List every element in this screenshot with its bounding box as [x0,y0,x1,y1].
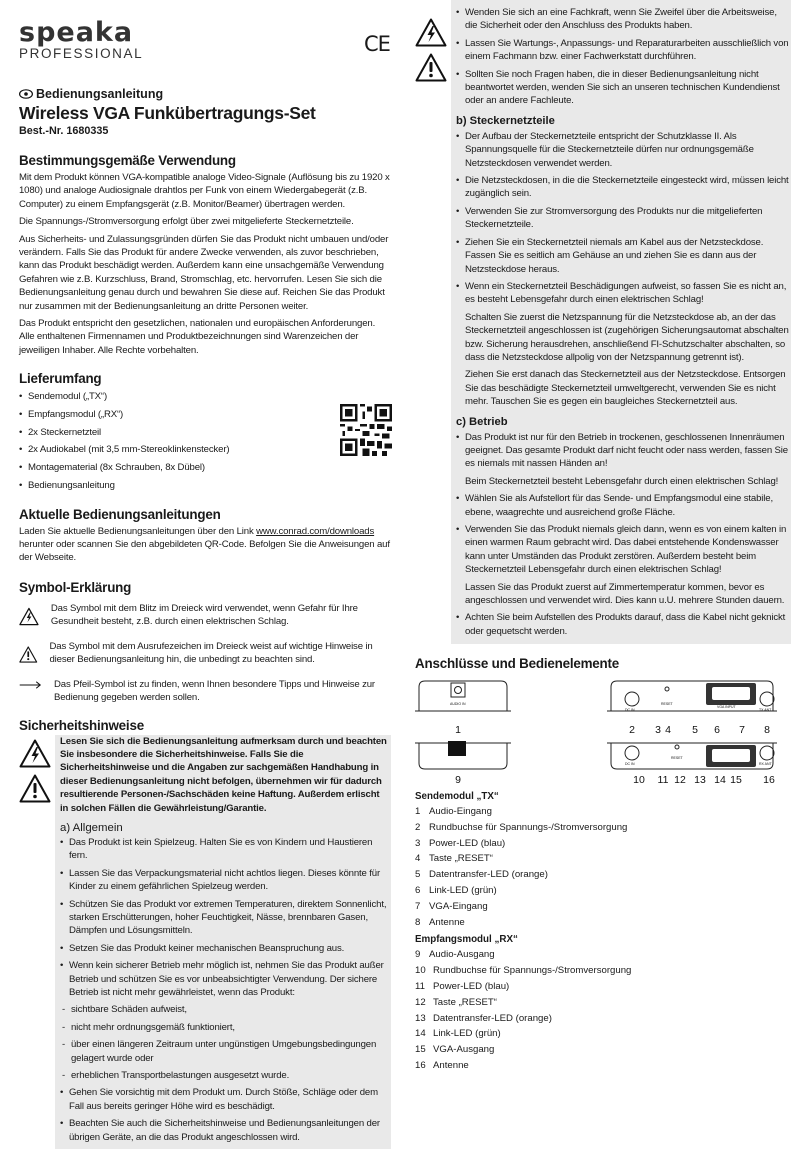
callout-11: 11 [657,774,669,786]
brand-name: speaka [19,17,134,48]
lightning-warning-icon [415,18,447,47]
callout-15: 15 [730,774,742,786]
list-item: • Bedienungsanleitung [19,477,391,495]
list-item: 11 Power-LED (blau) [415,980,510,992]
safety-c-heading: c) Betrieb [456,415,508,428]
rx-heading: Empfangsmodul „RX“ [415,934,518,946]
tx-list [415,804,791,930]
safety-box [19,735,391,1150]
list-item: 15 VGA-Ausgang [415,1044,495,1056]
safety-c-p2: Lassen Sie das Produkt zuerst auf Zimmertemperatur kommen, bevor es angeschlossen und verwendet wird. Dies kann u.U. mehrere Stunden dauern. [465,581,785,607]
safety-a-list [60,836,391,999]
list-item: • Gehen Sie vorsichtig mit dem Produkt um. Durch Stöße, Schläge oder dem Fall aus bereits geringer Höhe wird es beschädigt. [60,1086,391,1113]
exclamation-warning-icon [415,53,447,82]
list-item: 10 Rundbuchse für Spannungs-/Stromversorgung [415,965,632,977]
list-item: • Sollten Sie noch Fragen haben, die in dieser Bedienungsanleitung nicht beantwortet werden, wenden Sie sich an unseren technischen Kundendienst oder an andere Fachleute. [456,68,791,108]
list-item: • Das Produkt ist nur für den Betrieb in trockenen, geschlossenen Innenräumen geeignet. Das gesamte Produkt darf nicht feucht oder nass werden, fassen Sie es niemals mit nassen Händen an! [456,431,791,471]
doc-type: Bedienungsanleitung [36,87,164,101]
eye-icon [19,89,33,99]
manuals-text-before: Laden Sie aktuelle Bedienungsanleitungen über den Link [19,525,257,537]
list-item: • Schützen Sie das Produkt vor extremen Temperaturen, direktem Sonnenlicht, starken Erschütterungen, hoher Feuchtigkeit, Nässe, brennbaren Gasen, Dämpfen und Lösungsmitteln. [60,898,391,938]
list-item: • Lassen Sie das Verpackungsmaterial nicht achtlos liegen. Dieses könnte für Kinder zu einem gefährlichen Spielzeug werden. [60,867,391,894]
safety-b-p2: Ziehen Sie erst danach das Steckernetzteil aus der Netzsteckdose. Entsorgen Sie das beschädigte Steckernetzteil umweltgerecht, verwenden Sie es nicht mehr. Tauschen Sie es gegen ein baugleiches Steckernetzteil aus. [465,369,786,408]
list-item: 14 Link-LED (grün) [415,1028,501,1040]
scope-heading: Lieferumfang [19,371,102,387]
list-item: • Beachten Sie auch die Sicherheitshinweise und Bedienungsanleitungen der übrigen Geräte, an die das Produkt angeschlossen wird. [60,1117,391,1144]
list-item: 5 Datentransfer-LED (orange) [415,869,548,881]
intended-use-p3: Aus Sicherheits- und Zulassungsgründen dürfen Sie das Produkt nicht umbauen und/oder verändern. Falls Sie das Produkt für andere Zwecke verwenden, als zuvor beschrieben, kann das Produkt beschädigt werden. Außerdem kann eine unsachgemäße Verwendung Gefahren wie z.B. Kurzschluss, Brand, Stromschlag, etc. hervorrufen. Lesen Sie sich die Bedienungsanleitung genau durch und bewahren Sie diese auf. Reichen Sie das Produkt nur zusammen mit der Bedienungsanleitung an dritte Personen weiter. [19,233,389,312]
callout-3: 3 [655,724,661,736]
tx-heading: Sendemodul „TX“ [415,791,499,802]
safety-a-heading: a) Allgemein [60,821,123,834]
list-item: • 2x Audiokabel (mit 3,5 mm-Stereoklinkenstecker) [19,441,391,459]
vga-in-label: VGA INPUT [717,705,736,709]
list-item: • Setzen Sie das Produkt keiner mechanischen Beanspruchung aus. [60,942,391,955]
list-item: - sichtbare Schäden aufweist, [60,1003,391,1016]
connections-heading: Anschlüsse und Bedienelemente [415,656,620,671]
exclamation-warning-icon [19,640,38,669]
lightning-warning-icon [19,602,39,631]
ce-mark: CE [364,32,390,56]
safety-c-list-3 [456,611,791,638]
list-item: • 2x Steckernetzteil [19,424,391,442]
intended-use-p4: Das Produkt entspricht den gesetzlichen, nationalen und europäischen Anforderungen. Alle enthaltenen Firmennamen und Produktbezeichnungen sind Warenzeichen der jeweiligen Inhaber. Alle Rechte vorbehalten. [19,318,376,356]
safety-a-list-3 [456,6,791,108]
safety-intro: Lesen Sie sich die Bedienungsanleitung aufmerksam durch und beachten Sie insbesondere die Sicherheitshinweise. Falls Sie die Sicherheitshinweise und die Angaben zur sachgemäßen Handhabung in dieser Bedienungsanleitung nicht befolgen, übernehmen wir für dadurch resultierende Personen-/Sachschäden keine Haftung. Außerdem erlischt in solchen Fällen die Gewährleistung/Garantie. [60,735,387,814]
manuals-text [19,525,391,565]
symbol-exclamation-text: Das Symbol mit dem Ausrufezeichen im Dreieck weist auf wichtige Hinweise in dieser Bedienungsanleitung hin, die unbedingt zu beachten sind. [49,640,373,666]
callout-10: 10 [633,774,645,786]
callout-8: 8 [764,724,770,736]
callout-5: 5 [692,724,698,736]
list-item: 4 Taste „RESET“ [415,853,493,865]
lightning-warning-icon [19,739,51,768]
qr-code-icon[interactable] [340,404,392,456]
safety-c-list-2 [456,492,791,576]
safety-a-list-2 [60,1086,391,1144]
list-item: • Die Netzsteckdosen, in die die Steckernetzteile eingesteckt wird, müssen leicht zugänglich sein. [456,174,791,201]
symbol-arrow-text: Das Pfeil-Symbol ist zu finden, wenn Ihnen besondere Tipps und Hinweise zur Bedienung gegeben werden sollen. [53,678,375,704]
safety-b-list [456,130,791,307]
safety-b-heading: b) Steckernetzteile [456,114,555,127]
scope-list [19,388,391,494]
intended-use-p2: Die Spannungs-/Stromversorgung erfolgt über zwei mitgelieferte Steckernetzteile. [19,216,354,228]
safety-c-list [456,431,791,471]
dc-in-label: DC IN [625,708,635,712]
callout-13: 13 [694,774,706,786]
intended-use-heading: Bestimmungsgemäße Verwendung [19,153,236,168]
order-number: Best.-Nr. 1680335 [19,125,109,137]
device-figure [415,677,791,787]
callout-9: 9 [455,774,461,786]
rx-list [415,947,791,1073]
list-item: 6 Link-LED (grün) [415,884,497,896]
list-item: • Sendemodul („TX“) [19,388,391,406]
downloads-link[interactable]: www.conrad.com/downloads [256,525,375,537]
brand-sub: PROFESSIONAL [19,46,144,61]
list-item: 1 Audio-Eingang [415,806,492,817]
list-item: - erheblichen Transportbelastungen ausgesetzt wurde. [60,1069,391,1082]
safety-c-p1: Beim Steckernetzteil besteht Lebensgefahr durch einen elektrischen Schlag! [465,475,779,487]
list-item: 2 Rundbuchse für Spannungs-/Stromversorgung [415,821,628,833]
rx-dc-in-label: DC IN [625,762,635,766]
rx-reset-label: RESET [671,756,683,760]
callout-7: 7 [739,724,745,736]
document-title: Wireless VGA Funkübertragungs-Set [19,103,316,123]
symbol-lightning-text: Das Symbol mit dem Blitz im Dreieck wird verwendet, wenn Gefahr für Ihre Gesundheit besteht, z.B. durch einen elektrischen Schlag. [50,602,358,628]
arrow-right-icon [19,678,42,692]
callout-14: 14 [714,774,726,786]
list-item: • Ziehen Sie ein Steckernetzteil niemals am Kabel aus der Netzsteckdose. Fassen Sie es seitlich am Gehäuse an und ziehen Sie es dann aus der Netzsteckdose heraus. [456,236,791,276]
tx-ant-label: TX ANT [759,708,772,712]
list-item: • Verwenden Sie zur Stromversorgung des Produkts nur die mitgelieferten Steckernetzteile. [456,205,791,232]
callout-16: 16 [763,774,775,786]
list-item: • Wenn ein Steckernetzteil Beschädigungen aufweist, so fassen Sie es nicht an, es besteht Lebensgefahr durch einen elektrischen Schlag! [456,280,791,307]
manuals-heading: Aktuelle Bedienungsanleitungen [19,506,221,522]
list-item: • Das Produkt ist kein Spielzeug. Halten Sie es von Kindern und Haustieren fern. [60,836,391,863]
brand-logo [19,17,169,61]
list-item: • Empfangsmodul („RX“) [19,406,391,424]
list-item: • Wählen Sie als Aufstellort für das Sende- und Empfangsmodul eine stabile, ebene, waagrechte und ausreichend große Fläche. [456,492,791,519]
list-item: - nicht mehr ordnungsgemäß funktioniert, [60,1021,391,1034]
list-item: 8 Antenne [415,916,465,928]
list-item: • Verwenden Sie das Produkt niemals gleich dann, wenn es von einem kalten in einen warmen Raum gebracht wird. Das dabei entstehende Kondenswasser kann unter Umständen das Produkt zerstören. Außerdem besteht beim Steckernetzteil Lebensgefahr durch einen elektrischen Schlag! [456,523,791,577]
list-item: • Montagematerial (8x Schrauben, 8x Dübel) [19,459,391,477]
exclamation-warning-icon [19,774,51,803]
reset-label: RESET [661,702,673,706]
rx-ant-label: RX ANT [759,762,772,766]
intended-use-p1: Mit dem Produkt können VGA-kompatible analoge Video-Signale (Auflösung bis zu 1920 x 1080) und analoge Audiosignale drahtlos per Funk von einem Wiedergabegerät (z.B. Computer) zu einem Empfangsgerät (z.B. Monitor/Beamer) übertragen werden. [19,172,390,210]
manuals-text-after: herunter oder scannen Sie den abgebildeten QR-Code. Befolgen Sie die Anweisungen auf der Webseite. [19,538,390,564]
symbols-heading: Symbol-Erklärung [19,579,132,595]
list-item: 7 VGA-Eingang [415,900,488,912]
list-item: • Wenden Sie sich an eine Fachkraft, wenn Sie Zweifel über die Arbeitsweise, die Sicherheit oder den Anschluss des Produkts haben. [456,6,791,33]
callout-2: 2 [629,724,635,736]
list-item: - über einen längeren Zeitraum unter ungünstigen Umgebungsbedingungen gelagert wurde oder [60,1038,391,1065]
list-item: 13 Datentransfer-LED (orange) [415,1012,552,1024]
safety-heading: Sicherheitshinweise [19,717,144,733]
safety-a-sublist [60,1003,391,1082]
callout-6: 6 [714,724,720,736]
list-item: 9 Audio-Ausgang [415,949,495,961]
list-item: • Achten Sie beim Aufstellen des Produkts darauf, dass die Kabel nicht geknickt oder gequetscht werden. [456,611,791,638]
callout-4: 4 [665,724,671,736]
list-item: • Der Aufbau der Steckernetzteile entspricht der Schutzklasse II. Als Spannungsquelle für die Steckernetzteile dürfen nur ordnungsgemäße Netzsteckdosen verwendet werden. [456,130,791,170]
list-item: • Lassen Sie Wartungs-, Anpassungs- und Reparaturarbeiten ausschließlich von einem Fachmann bzw. einer Fachwerkstatt durchführen. [456,37,791,64]
list-item: 16 Antenne [415,1059,469,1071]
list-item: 12 Taste „RESET“ [415,996,497,1008]
callout-12: 12 [674,774,686,786]
safety-box-continued [415,0,791,644]
safety-b-p1: Schalten Sie zuerst die Netzspannung für die Netzsteckdose ab, an der das Steckernetzteil angeschlossen ist (zugehörigen Sicherungsautomat abschalten bzw. Sicherung herausdrehen, anschließend FI-Schutzschalter abschalten, so dass die Netzsteckdose allpolig von der Netzspannung getrennt ist). [465,311,789,363]
list-item: 3 Power-LED (blau) [415,837,506,849]
audio-in-label: AUDIO IN [450,702,466,706]
callout-1: 1 [455,724,461,736]
list-item: • Wenn kein sicherer Betrieb mehr möglich ist, nehmen Sie das Produkt außer Betrieb und schützen Sie es vor unbeabsichtigter Verwendung. Der sichere Betrieb ist nicht mehr gewährleistet, wenn das Produkt: [60,959,391,999]
